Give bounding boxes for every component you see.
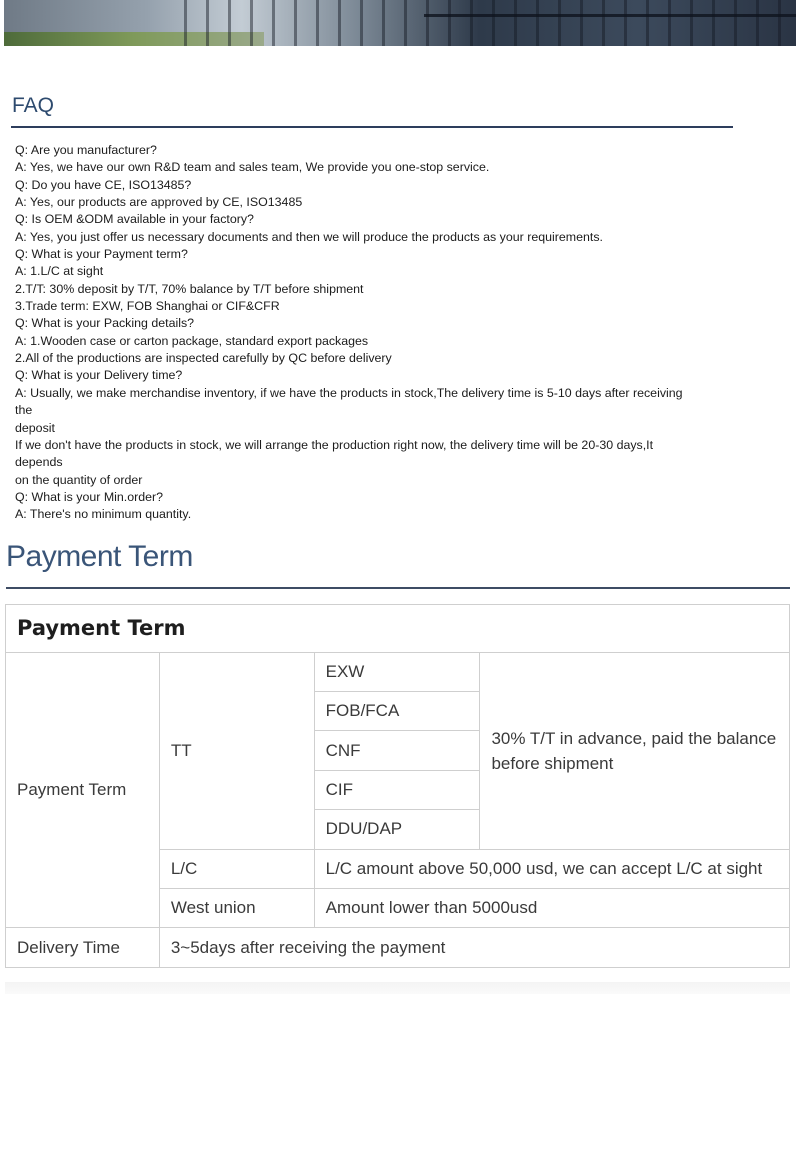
payment-term-divider (6, 587, 790, 589)
delivery-time-value: 3~5days after receiving the payment (159, 928, 789, 968)
faq-line: A: Yes, our products are approved by CE, ISO13485 (15, 195, 303, 210)
term-exw: EXW (314, 652, 480, 691)
term-fob-fca: FOB/FCA (314, 691, 480, 730)
faq-title: FAQ (12, 94, 55, 117)
row-label-payment-term: Payment Term (6, 652, 160, 928)
faq-line: Q: Do you have CE, ISO13485? (15, 177, 192, 192)
banner-rail (424, 14, 796, 17)
bottom-fade-strip (5, 982, 790, 994)
payment-term-table (5, 604, 790, 968)
faq-line: Q: What is your Payment term? (15, 247, 188, 262)
table-header: Payment Term (6, 605, 790, 653)
faq-line: depends (15, 455, 63, 470)
faq-line: A: There's no minimum quantity. (15, 507, 192, 522)
lc-value: L/C amount above 50,000 usd, we can accept L/C at sight (314, 849, 789, 888)
term-cnf: CNF (314, 731, 480, 770)
faq-line: A: Usually, we make merchandise inventory, if we have the products in stock,The delivery time is 5-10 days after receiving (15, 385, 683, 400)
delivery-time-label: Delivery Time (6, 928, 160, 968)
faq-line: A: Yes, you just offer us necessary documents and then we will produce the products as your requirements. (15, 229, 603, 244)
faq-line: If we don't have the products in stock, we will arrange the production right now, the delivery time will be 20-30 days,It (15, 437, 654, 452)
banner-railing (184, 0, 796, 46)
west-union-value: Amount lower than 5000usd (314, 889, 789, 928)
faq-line: Q: Is OEM &ODM available in your factory? (15, 212, 254, 227)
lc-label: L/C (159, 849, 314, 888)
faq-line: A: 1.Wooden case or carton package, standard export packages (15, 333, 369, 348)
term-ddu-dap: DDU/DAP (314, 810, 480, 849)
tt-note: 30% T/T in advance, paid the balance before shipment (480, 652, 790, 849)
faq-line: 3.Trade term: EXW, FOB Shanghai or CIF&CFR (15, 299, 280, 314)
faq-line: 2.All of the productions are inspected carefully by QC before delivery (15, 351, 392, 366)
faq-line: Q: What is your Min.order? (15, 489, 164, 504)
faq-line: on the quantity of order (15, 472, 143, 487)
payment-term-heading: Payment Term (6, 540, 193, 573)
faq-line: Q: What is your Packing details? (15, 316, 195, 331)
west-union-label: West union (159, 889, 314, 928)
faq-line: Q: What is your Delivery time? (15, 368, 183, 383)
tt-label: TT (159, 652, 314, 849)
faq-divider (11, 126, 733, 128)
faq-body (15, 142, 730, 524)
faq-line: the (15, 403, 33, 418)
term-cif: CIF (314, 770, 480, 809)
factory-banner-image (4, 0, 796, 46)
faq-line: Q: Are you manufacturer? (15, 143, 157, 157)
faq-line: deposit (15, 420, 55, 435)
faq-line: A: Yes, we have our own R&D team and sales team, We provide you one-stop service. (15, 160, 490, 175)
faq-line: A: 1.L/C at sight (15, 264, 104, 279)
faq-line: 2.T/T: 30% deposit by T/T, 70% balance by T/T before shipment (15, 281, 364, 296)
